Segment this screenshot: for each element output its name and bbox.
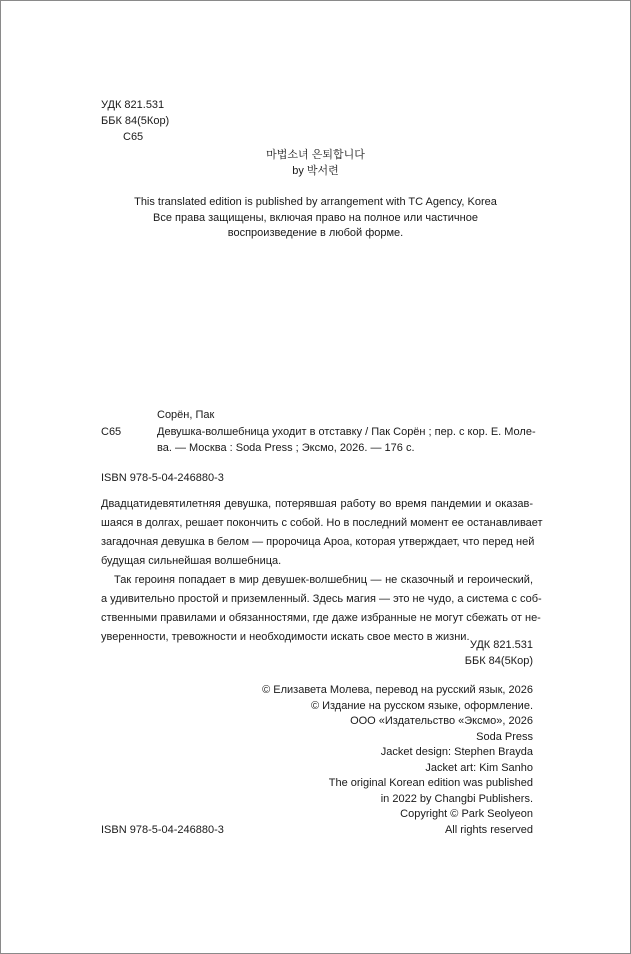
catalog-isbn: ISBN 978-5-04-246880-3 [101,472,224,484]
annotation-line: а удивительно простой и приземленный. Здесь магия — это не чудо, а система с соб- [101,593,542,605]
rights-notice [0,194,631,241]
annotation-line: шаяся в долгах, решает покончить с собой. Но в последний момент ее останавливает [101,517,543,529]
credit-line: Copyright © Park Seolyeon [400,808,533,820]
catalog-author: Сорён, Пак [157,409,215,421]
original-byline: by 박서련 [292,165,339,177]
original-title: 마법소녀 은퇴합니다 [266,149,365,161]
annotation-line: загадочная девушка в белом — пророчица Ароа, которая утверждает, что перед ней [101,536,535,548]
annotation-line: ственными правилами и обязанностями, где даже избранные не могут сбежать от не- [101,612,541,624]
annotation-line: Так героиня попадает в мир девушек-волшебниц — не сказочный и героический, [114,574,533,586]
credit-line: © Елизавета Молева, перевод на русский язык, 2026 [262,684,533,696]
catalog-mark: С65 [101,426,122,438]
catalog-description-line: ва. — Москва : Soda Press ; Эксмо, 2026. — 176 с. [157,442,415,454]
bbk-code: ББК 84(5Кор) [101,115,170,127]
udk-block-bottom [465,637,533,669]
bbk-code: ББК 84(5Кор) [464,655,533,667]
credit-line: Soda Press [476,730,533,743]
credit-line: All rights reserved [444,823,533,836]
annotation-line: Двадцатидевятилетняя девушка, потерявшая работу во время пандемии и оказав- [101,498,533,510]
udk-block-top [101,97,169,145]
annotation [101,495,543,647]
credit-line: The original Korean edition was published [328,777,533,789]
original-title-block [0,147,631,179]
rights-line: воспроизведение в любой форме. [227,227,404,239]
credits-block [262,683,533,838]
udk-code: УДК 821.531 [469,639,533,651]
credit-line: in 2022 by Changbi Publishers. [380,792,533,805]
rights-line: This translated edition is published by arrangement with TC Agency, Korea [134,196,497,208]
author-mark: С65 [123,131,144,143]
udk-code: УДК 821.531 [101,99,165,111]
catalog-description-line: Девушка-волшебница уходит в отставку / Пак Сорён ; пер. с кор. Е. Моле- [157,426,536,438]
credit-line: ООО «Издательство «Эксмо», 2026 [350,715,533,727]
credit-line: Jacket art: Kim Sanho [425,761,533,774]
annotation-line: будущая сильнейшая волшебница. [101,555,282,567]
credit-line: Jacket design: Stephen Brayda [380,746,533,758]
isbn-bottom: ISBN 978-5-04-246880-3 [101,824,224,836]
credit-line: © Издание на русском языке, оформление. [310,699,533,712]
annotation-line: уверенности, тревожности и необходимости искать свое место в жизни. [101,631,470,643]
rights-line: Все права защищены, включая право на полное или частичное [153,211,478,224]
